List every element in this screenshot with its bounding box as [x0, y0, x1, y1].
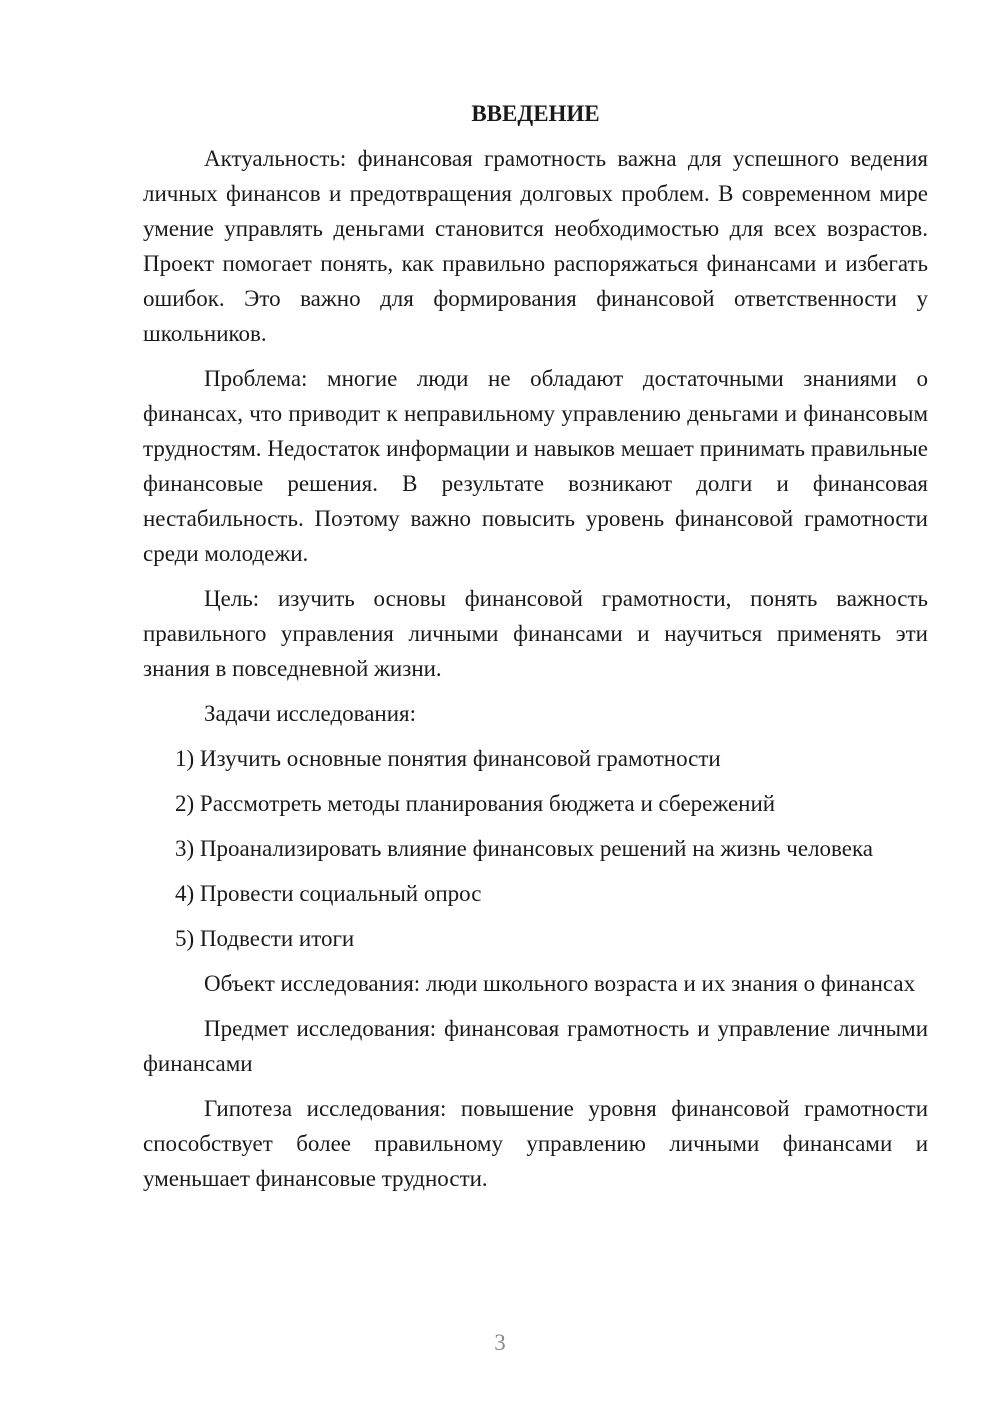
paragraph-object: Объект исследования: люди школьного возраста и их знания о финансах [204, 971, 916, 996]
task-item: 3) Проанализировать влияние финансовых решений на жизнь человека [175, 836, 874, 861]
task-item: 5) Подвести итоги [175, 926, 355, 951]
tasks-heading: Задачи исследования: [204, 701, 417, 726]
paragraph-subject: Предмет исследования: финансовая грамотность и управление личными финансами [143, 1016, 928, 1076]
page-number: 3 [494, 1330, 506, 1355]
paragraph-hypothesis: Гипотеза исследования: повышение уровня финансовой грамотности способствует более правильному управлению личными финансами и уменьшает финансовые трудности. [143, 1096, 928, 1191]
paragraph-problem: Проблема: многие люди не обладают достаточными знаниями о финансах, что приводит к неправильному управлению деньгами и финансовым трудностям. Недостаток информации и навыков мешает принимать правильные финансовые решения. В результате возникают долги и финансовая нестабильность. Поэтому важно повысить уровень финансовой грамотности среди молодежи. [143, 366, 928, 566]
document-page [143, 96, 928, 1206]
task-item: 1) Изучить основные понятия финансовой грамотности [175, 746, 721, 771]
task-item: 4) Провести социальный опрос [175, 881, 482, 906]
paragraph-goal: Цель: изучить основы финансовой грамотности, понять важность правильного управления личными финансами и научиться применять эти знания в повседневной жизни. [143, 586, 928, 681]
task-item: 2) Рассмотреть методы планирования бюджета и сбережений [175, 791, 776, 816]
paragraph-relevance: Актуальность: финансовая грамотность важна для успешного ведения личных финансов и предотвращения долговых проблем. В современном мире умение управлять деньгами становится необходимостью для всех возрастов. Проект помогает понять, как правильно распоряжаться финансами и избегать ошибок. Это важно для формирования финансовой ответственности у школьников. [143, 146, 928, 346]
document-title: ВВЕДЕНИЕ [471, 101, 600, 126]
